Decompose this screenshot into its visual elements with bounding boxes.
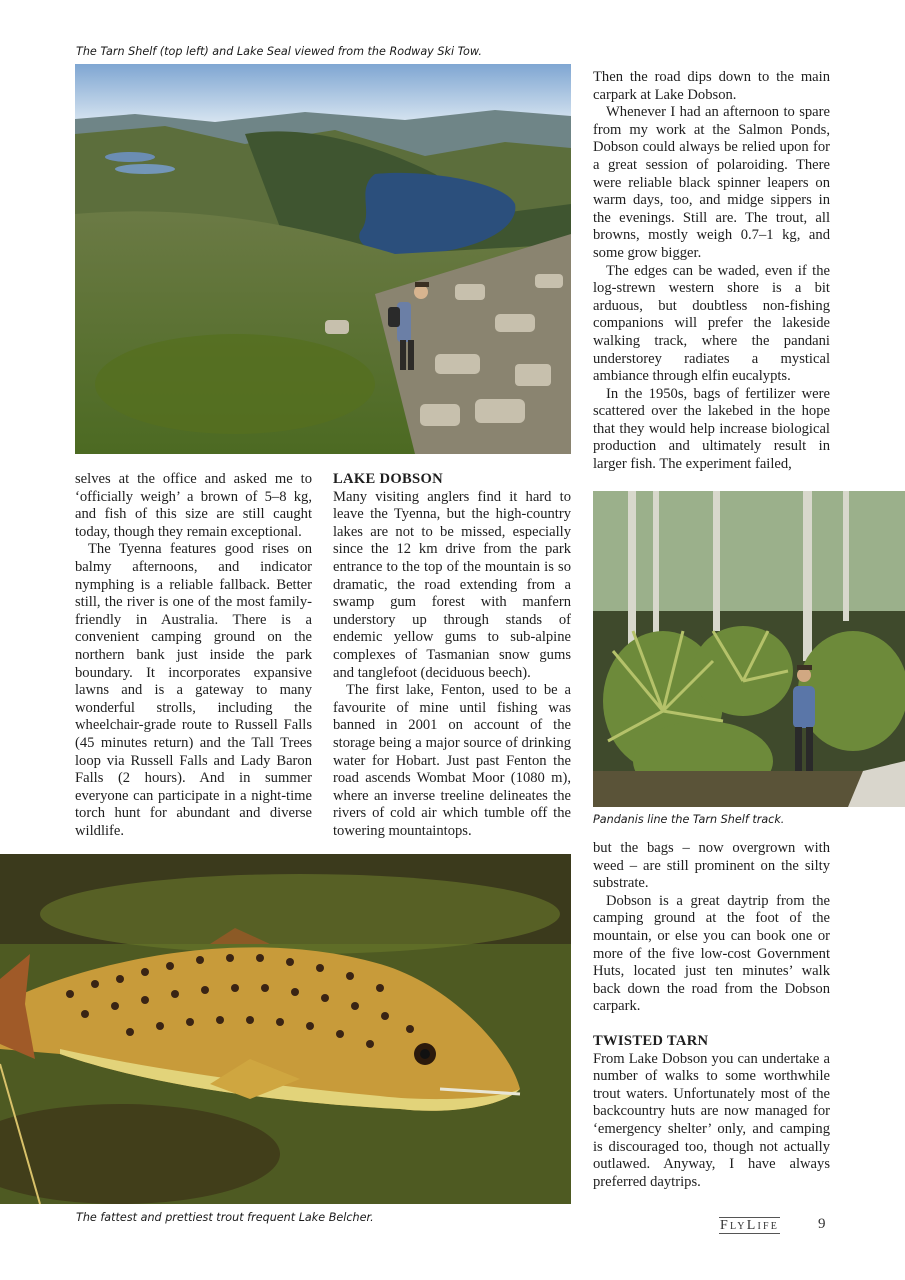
paragraph: Then the road dips down to the main carpark at Lake Dobson. [593,69,830,103]
paragraph: In the 1950s, bags of fertilizer were scattered over the lakebed in the hope that they would help increase biological production and ultimately result in larger fish. The experiment failed, [593,385,830,473]
middle-column-text [333,471,571,840]
paragraph: The first lake, Fenton, used to be a favourite of mine until fishing was banned in 2001 on account of the storage being a major source of drinking water for Hobart. Just past Fenton the road ascends Wombat Moor (1080 m), where an inverse treeline delineates the rivers of cold air which tumble off the towering mountaintops. [333,682,571,839]
paragraph: selves at the office and asked me to ‘officially weigh’ a brown of 5–8 kg, and fish of this size are still caught today, though they remain exceptional. [75,471,312,540]
section-heading-twisted-tarn: TWISTED TARN [593,1032,709,1049]
paragraph: Many visiting anglers find it hard to leave the Tyenna, but the high-country lakes are not to be missed, especially since the 12 km drive from the park entrance to the top of the mountain is so dramatic, the road extending from a swamp gum forest with manfern understory up through stands of endemic yellow gums to sub-alpine complexes of Tasmanian snow gums and tanglefoot (deciduous beech). [333,488,571,681]
right-column-bottom-text [593,840,830,1191]
magazine-brand: FlyLife [720,1218,780,1233]
paragraph: Dobson is a great daytrip from the camping ground at the foot of the mountain, or else you can book one or more of the five low-cost Government Huts, located just ten minutes’ walk back down the road from the Dobson carpark. [593,892,830,1015]
paragraph: From Lake Dobson you can undertake a number of walks to some worthwhile trout waters. Unfortunately most of the backcountry huts are now managed for ‘emergency shelter’ only, and camping is discouraged too, though not actually outlawed. Anyway, I have always preferred daytrips. [593,1050,830,1190]
top-photo-caption: The Tarn Shelf (top left) and Lake Seal viewed from the Rodway Ski Tow. [76,45,482,58]
right-column-top-text [593,69,830,474]
tarn-shelf-photo [75,64,571,454]
paragraph: Whenever I had an afternoon to spare from my work at the Salmon Ponds, Dobson could always be relied upon for a great session of polaroiding. There were reliable black spinner leapers on warm days, too, and midge sippers in the evenings. Still are. The trout, all browns, mostly weigh 0.7–1 kg, and some grow bigger. [593,104,830,261]
paragraph: The edges can be waded, even if the log-strewn western shore is a bit arduous, but doubtless non-fishing companions will prefer the lakeside walking track, where the pandani understorey radiates a mystical ambiance through elfin eucalypts. [593,262,830,385]
section-heading-lake-dobson: LAKE DOBSON [333,471,443,487]
trout-photo-caption: The fattest and prettiest trout frequent Lake Belcher. [76,1211,374,1224]
trout-photo [0,854,571,1204]
page-number: 9 [818,1216,826,1232]
paragraph: but the bags – now overgrown with weed – are still prominent on the silty substrate. [593,840,830,892]
pandani-photo-caption: Pandanis line the Tarn Shelf track. [593,813,785,826]
pandani-photo [593,491,905,807]
paragraph: The Tyenna features good rises on balmy afternoons, and indicator nymphing is a reliable fallback. Better still, the river is one of the most family-friendly in Australia. There is a convenient camping ground on the northern bank just inside the park boundary. It incorporates expansive lawns and is a gateway to many wonderful strolls, including the wheelchair-grade route to Russell Falls (45 minutes return) and the Tall Trees loop via Russell Falls and Lady Baron Falls (2 hours). And in summer everyone can participate in a night-time torch hunt for abundant and diverse wildlife. [75,541,312,839]
left-column-text [75,471,312,840]
